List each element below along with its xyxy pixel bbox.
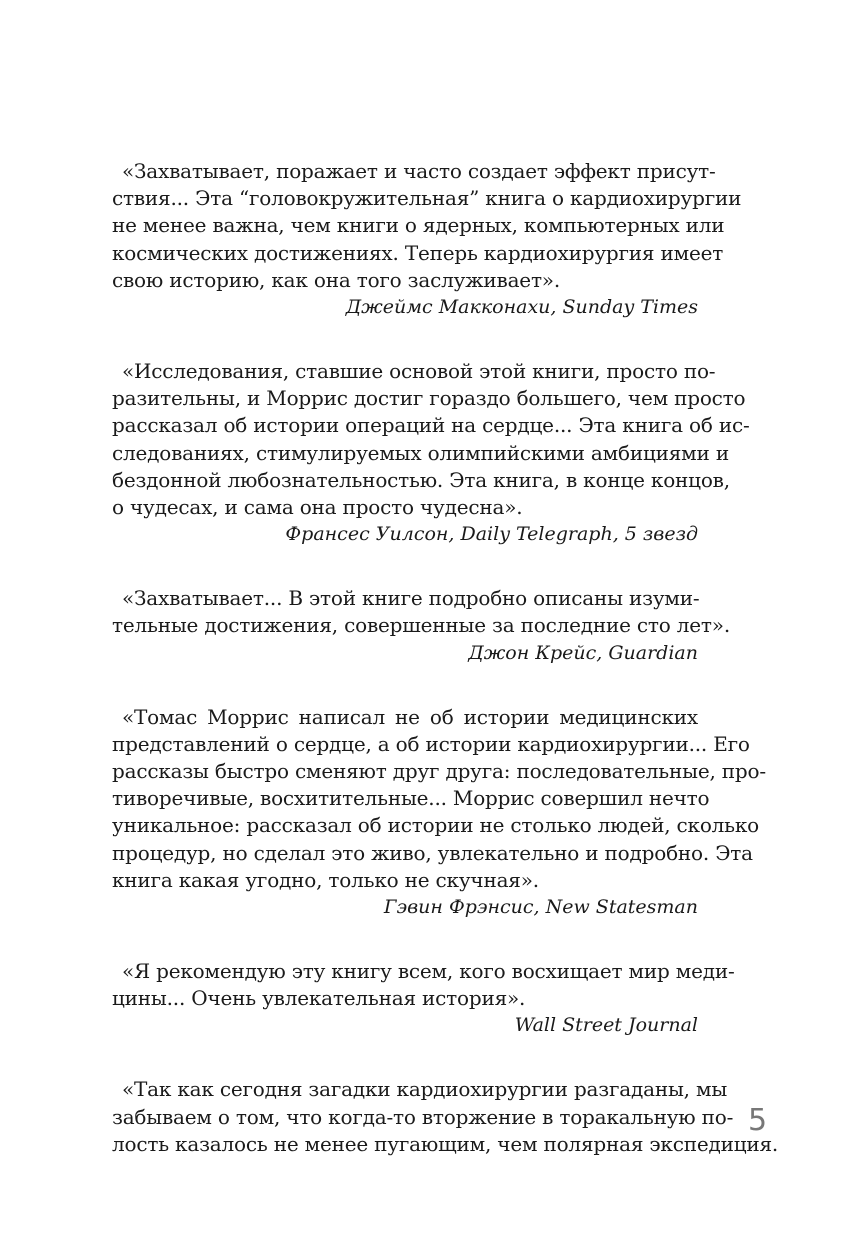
quote-line: «Томас Моррис написал не об истории медицинских: [122, 704, 698, 729]
quote-line: бездонной любознательностью. Эта книга, в конце концов,: [112, 467, 730, 492]
quote-line: рассказы быстро сменяют друг друга: последовательные, про-: [112, 759, 766, 784]
review-quote: [112, 958, 735, 1012]
quote-line: тельные достижения, совершенные за последние сто лет».: [112, 613, 730, 638]
review-4: [112, 704, 766, 921]
quote-line: не менее важна, чем книги о ядерных, компьютерных или: [112, 213, 725, 238]
quote-line: космических достижениях. Теперь кардиохирургия имеет: [112, 240, 724, 265]
review-quote: [112, 704, 766, 894]
review-6: [112, 1076, 779, 1158]
review-attribution: Джеймс Макконахи, Sunday Times: [345, 296, 698, 319]
quote-line: лость казалось не менее пугающим, чем полярная экспедиция.: [112, 1131, 779, 1156]
quote-line: процедур, но сделал это живо, увлекательно и подробно. Эта: [112, 840, 753, 865]
quote-line: тиворечивые, восхитительные... Моррис совершил нечто: [112, 786, 710, 811]
review-attribution: Гэвин Фрэнсис, New Statesman: [383, 896, 698, 919]
page-number: 5: [748, 1103, 768, 1138]
page-text: [112, 158, 779, 1195]
quote-line: «Захватывает, поражает и часто создает эффект присут-: [122, 159, 716, 183]
quote-line: забываем о том, что когда-то вторжение в торакальную по-: [112, 1104, 734, 1129]
review-quote: [112, 158, 742, 294]
review-2: [112, 358, 750, 548]
quote-line: «Захватывает... В этой книге подробно описаны изуми-: [122, 586, 700, 611]
quote-line: «Исследования, ставшие основой этой книги, просто по-: [122, 359, 716, 384]
review-quote: [112, 358, 750, 521]
review-3: [112, 585, 730, 666]
quote-line: разительны, и Моррис достиг гораздо большего, чем просто: [112, 386, 746, 411]
quote-line: уникальное: рассказал об истории не столько людей, сколько: [112, 813, 760, 838]
quote-line: книга какая угодно, только не скучная».: [112, 867, 539, 892]
quote-line: цины... Очень увлекательная история».: [112, 986, 526, 1011]
review-attribution: Франсес Уилсон, Daily Telegraph, 5 звезд: [285, 523, 698, 546]
quote-line: следованиях, стимулируемых олимпийскими амбициями и: [112, 440, 729, 465]
quote-line: ствия... Эта “головокружительная” книга о кардиохирургии: [112, 186, 742, 211]
quote-line: о чудесах, и сама она просто чудесна».: [112, 495, 523, 520]
quote-line: «Так как сегодня загадки кардиохирургии разгаданы, мы: [122, 1077, 728, 1102]
review-quote: [112, 585, 730, 639]
review-1: [112, 158, 742, 321]
quote-line: представлений о сердце, а об истории кардиохирургии... Его: [112, 731, 750, 756]
review-5: [112, 958, 735, 1039]
quote-line: «Я рекомендую эту книгу всем, кого восхищает мир меди-: [122, 959, 735, 984]
review-attribution: Джон Крейс, Guardian: [468, 641, 698, 664]
quote-line: рассказал об истории операций на сердце... Эта книга об ис-: [112, 413, 750, 438]
quote-line: свою историю, как она того заслуживает».: [112, 267, 560, 292]
review-attribution: Wall Street Journal: [514, 1014, 698, 1037]
review-quote: [112, 1076, 779, 1158]
